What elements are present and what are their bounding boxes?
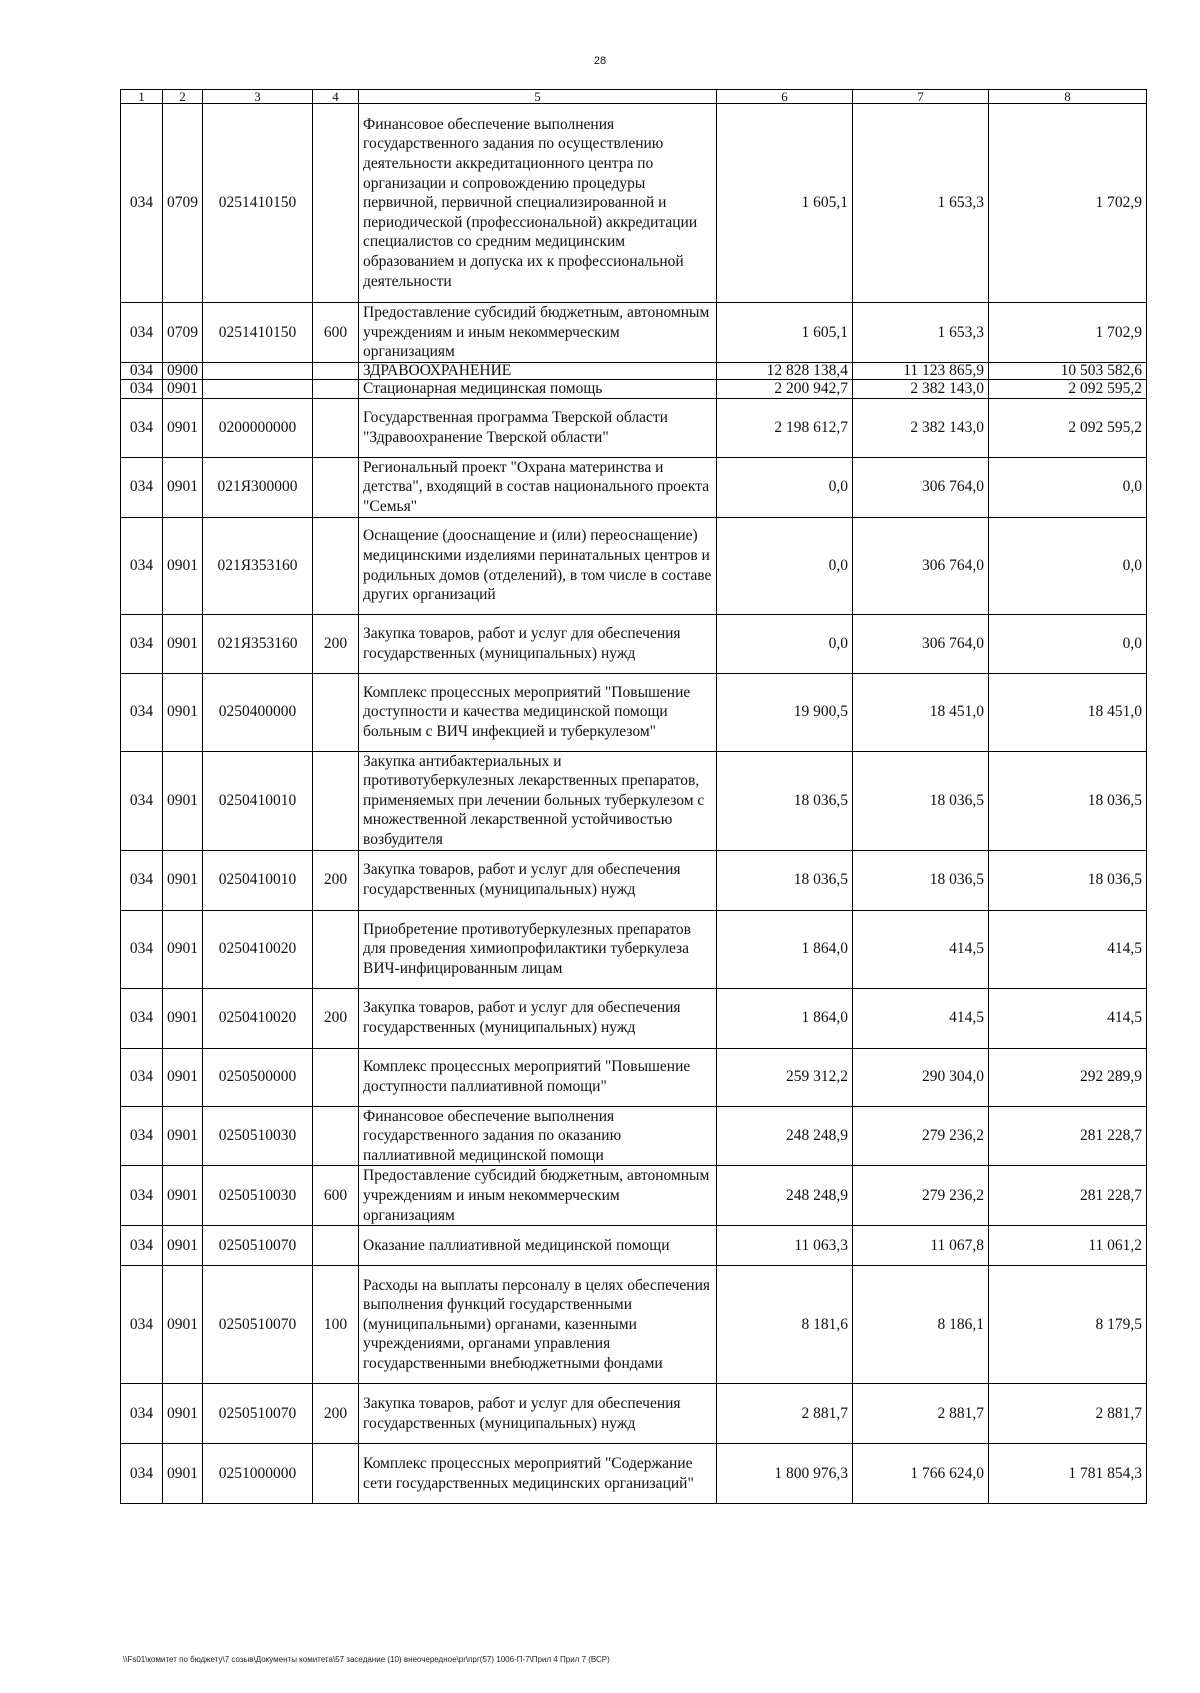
cell-section-code: 0901 [163,1226,203,1266]
cell-section-code: 0709 [163,303,203,363]
cell-section-code: 0900 [163,362,203,379]
cell-target-article: 0250410020 [203,910,313,988]
table-row [121,104,1147,303]
cell-expense-type: 600 [313,303,359,363]
column-header-4: 4 [313,90,359,104]
cell-amount-year-1: 18 036,5 [717,751,853,850]
cell-amount-year-1: 248 248,9 [717,1106,853,1166]
cell-expense-type [313,1226,359,1266]
cell-amount-year-3: 2 881,7 [989,1384,1147,1444]
cell-admin-code: 034 [121,379,163,398]
cell-amount-year-3: 18 036,5 [989,850,1147,910]
cell-expense-type [313,457,359,517]
budget-table [120,89,1147,1504]
cell-description: Государственная программа Тверской области "Здравоохранение Тверской области" [359,398,717,457]
cell-amount-year-3: 1 702,9 [989,104,1147,303]
cell-amount-year-2: 2 382 143,0 [853,379,989,398]
cell-target-article [203,362,313,379]
table-row [121,379,1147,398]
column-header-8: 8 [989,90,1147,104]
column-header-5: 5 [359,90,717,104]
cell-amount-year-2: 414,5 [853,910,989,988]
cell-amount-year-3: 10 503 582,6 [989,362,1147,379]
column-header-6: 6 [717,90,853,104]
cell-amount-year-2: 1 766 624,0 [853,1444,989,1504]
cell-amount-year-2: 18 036,5 [853,850,989,910]
cell-amount-year-2: 306 764,0 [853,614,989,673]
cell-description: Стационарная медицинская помощь [359,379,717,398]
cell-amount-year-1: 0,0 [717,517,853,614]
cell-admin-code: 034 [121,517,163,614]
cell-amount-year-1: 1 864,0 [717,910,853,988]
cell-target-article [203,379,313,398]
cell-amount-year-2: 1 653,3 [853,303,989,363]
cell-amount-year-1: 1 605,1 [717,303,853,363]
cell-amount-year-2: 306 764,0 [853,457,989,517]
cell-amount-year-3: 11 061,2 [989,1226,1147,1266]
cell-target-article: 0251000000 [203,1444,313,1504]
cell-section-code: 0901 [163,751,203,850]
table-row [121,303,1147,363]
cell-admin-code: 034 [121,104,163,303]
cell-target-article: 0250510030 [203,1106,313,1166]
cell-expense-type: 200 [313,850,359,910]
column-header-7: 7 [853,90,989,104]
cell-expense-type: 100 [313,1266,359,1384]
table-row [121,910,1147,988]
cell-target-article: 021Я353160 [203,517,313,614]
cell-section-code: 0901 [163,850,203,910]
cell-amount-year-2: 1 653,3 [853,104,989,303]
cell-description: ЗДРАВООХРАНЕНИЕ [359,362,717,379]
cell-amount-year-2: 279 236,2 [853,1106,989,1166]
cell-amount-year-1: 1 864,0 [717,988,853,1048]
cell-target-article: 0250510070 [203,1266,313,1384]
cell-section-code: 0901 [163,1384,203,1444]
cell-section-code: 0901 [163,988,203,1048]
cell-description: Предоставление субсидий бюджетным, автономным учреждениям и иным некоммерческим организациям [359,1166,717,1226]
cell-description: Комплекс процессных мероприятий "Содержание сети государственных медицинских организаций" [359,1444,717,1504]
cell-amount-year-1: 259 312,2 [717,1048,853,1106]
cell-admin-code: 034 [121,751,163,850]
cell-description: Предоставление субсидий бюджетным, автономным учреждениям и иным некоммерческим организациям [359,303,717,363]
cell-description: Закупка товаров, работ и услуг для обеспечения государственных (муниципальных) нужд [359,850,717,910]
cell-section-code: 0901 [163,910,203,988]
cell-description: Закупка товаров, работ и услуг для обеспечения государственных (муниципальных) нужд [359,1384,717,1444]
cell-description: Оснащение (дооснащение и (или) переоснащение) медицинскими изделиями перинатальных центров и родильных домов (отделений), в том числе в составе других организаций [359,517,717,614]
cell-amount-year-1: 2 198 612,7 [717,398,853,457]
table-row [121,1226,1147,1266]
cell-section-code: 0901 [163,1048,203,1106]
cell-target-article: 0250410010 [203,751,313,850]
cell-target-article: 0250510070 [203,1226,313,1266]
cell-amount-year-1: 0,0 [717,614,853,673]
cell-amount-year-3: 292 289,9 [989,1048,1147,1106]
cell-amount-year-3: 0,0 [989,517,1147,614]
column-header-3: 3 [203,90,313,104]
cell-expense-type [313,104,359,303]
cell-target-article: 0250410020 [203,988,313,1048]
cell-section-code: 0901 [163,673,203,751]
column-number-row [121,90,1147,104]
cell-amount-year-3: 281 228,7 [989,1166,1147,1226]
cell-section-code: 0901 [163,1106,203,1166]
cell-amount-year-1: 19 900,5 [717,673,853,751]
cell-amount-year-3: 0,0 [989,614,1147,673]
cell-expense-type: 200 [313,614,359,673]
table-row [121,1166,1147,1226]
cell-section-code: 0901 [163,1266,203,1384]
cell-amount-year-1: 12 828 138,4 [717,362,853,379]
cell-amount-year-3: 0,0 [989,457,1147,517]
cell-target-article: 0250510070 [203,1384,313,1444]
column-header-2: 2 [163,90,203,104]
cell-amount-year-3: 18 451,0 [989,673,1147,751]
cell-amount-year-1: 1 605,1 [717,104,853,303]
cell-section-code: 0901 [163,1166,203,1226]
cell-section-code: 0901 [163,457,203,517]
cell-admin-code: 034 [121,614,163,673]
table-row [121,1444,1147,1504]
table-row [121,1384,1147,1444]
cell-section-code: 0901 [163,379,203,398]
cell-target-article: 0250510030 [203,1166,313,1226]
cell-amount-year-3: 281 228,7 [989,1106,1147,1166]
cell-amount-year-2: 306 764,0 [853,517,989,614]
cell-amount-year-2: 2 881,7 [853,1384,989,1444]
cell-amount-year-2: 11 067,8 [853,1226,989,1266]
cell-expense-type [313,1106,359,1166]
cell-admin-code: 034 [121,673,163,751]
cell-target-article: 0250400000 [203,673,313,751]
cell-expense-type: 600 [313,1166,359,1226]
cell-section-code: 0901 [163,398,203,457]
cell-admin-code: 034 [121,1226,163,1266]
cell-amount-year-1: 11 063,3 [717,1226,853,1266]
cell-description: Комплекс процессных мероприятий "Повышение доступности паллиативной помощи" [359,1048,717,1106]
table-row [121,398,1147,457]
cell-amount-year-3: 1 781 854,3 [989,1444,1147,1504]
cell-description: Расходы на выплаты персоналу в целях обеспечения выполнения функций государственными (муниципальными) органами, казенными учреждениями, органами управления государственными внебюджетными фондами [359,1266,717,1384]
cell-admin-code: 034 [121,1266,163,1384]
cell-amount-year-3: 2 092 595,2 [989,379,1147,398]
page-number: 28 [593,55,607,67]
table-row [121,362,1147,379]
cell-expense-type [313,379,359,398]
cell-amount-year-3: 414,5 [989,910,1147,988]
cell-amount-year-2: 2 382 143,0 [853,398,989,457]
cell-target-article: 0200000000 [203,398,313,457]
cell-expense-type [313,1444,359,1504]
cell-admin-code: 034 [121,398,163,457]
cell-amount-year-2: 414,5 [853,988,989,1048]
cell-amount-year-2: 11 123 865,9 [853,362,989,379]
cell-target-article: 021Я353160 [203,614,313,673]
cell-amount-year-1: 248 248,9 [717,1166,853,1226]
table-row [121,1048,1147,1106]
cell-expense-type [313,1048,359,1106]
cell-expense-type: 200 [313,1384,359,1444]
cell-description: Приобретение противотуберкулезных препаратов для проведения химиопрофилактики туберкулеза ВИЧ-инфицированным лицам [359,910,717,988]
cell-description: Региональный проект "Охрана материнства и детства", входящий в состав национального проекта "Семья" [359,457,717,517]
cell-description: Закупка товаров, работ и услуг для обеспечения государственных (муниципальных) нужд [359,614,717,673]
cell-description: Финансовое обеспечение выполнения государственного задания по оказанию паллиативной медицинской помощи [359,1106,717,1166]
cell-amount-year-3: 414,5 [989,988,1147,1048]
cell-amount-year-2: 8 186,1 [853,1266,989,1384]
table-body [121,104,1147,1504]
cell-description: Оказание паллиативной медицинской помощи [359,1226,717,1266]
cell-admin-code: 034 [121,850,163,910]
cell-amount-year-1: 2 881,7 [717,1384,853,1444]
table-row [121,457,1147,517]
cell-amount-year-3: 2 092 595,2 [989,398,1147,457]
table-row [121,1266,1147,1384]
cell-amount-year-1: 1 800 976,3 [717,1444,853,1504]
cell-expense-type: 200 [313,988,359,1048]
table-row [121,751,1147,850]
table-row [121,850,1147,910]
cell-expense-type [313,910,359,988]
table-row [121,614,1147,673]
cell-admin-code: 034 [121,1048,163,1106]
cell-expense-type [313,398,359,457]
cell-amount-year-3: 8 179,5 [989,1266,1147,1384]
cell-amount-year-2: 279 236,2 [853,1166,989,1226]
cell-target-article: 0251410150 [203,104,313,303]
cell-amount-year-1: 18 036,5 [717,850,853,910]
cell-target-article: 021Я300000 [203,457,313,517]
cell-section-code: 0709 [163,104,203,303]
cell-description: Закупка товаров, работ и услуг для обеспечения государственных (муниципальных) нужд [359,988,717,1048]
table-row [121,517,1147,614]
cell-admin-code: 034 [121,988,163,1048]
cell-amount-year-2: 18 451,0 [853,673,989,751]
table-row [121,673,1147,751]
cell-amount-year-2: 18 036,5 [853,751,989,850]
cell-amount-year-1: 2 200 942,7 [717,379,853,398]
cell-target-article: 0250410010 [203,850,313,910]
cell-amount-year-1: 0,0 [717,457,853,517]
cell-target-article: 0250500000 [203,1048,313,1106]
cell-target-article: 0251410150 [203,303,313,363]
cell-section-code: 0901 [163,1444,203,1504]
cell-admin-code: 034 [121,1384,163,1444]
cell-description: Финансовое обеспечение выполнения государственного задания по осуществлению деятельности аккредитационного центра по организации и сопровождению процедуры первичной, первичной специализированной и периодической (профессиональной) аккредитации специалистов со средним медицинским образованием и допуска их к профессиональной деятельности [359,104,717,303]
cell-amount-year-3: 18 036,5 [989,751,1147,850]
cell-description: Комплекс процессных мероприятий "Повышение доступности и качества медицинской помощи больным с ВИЧ инфекцией и туберкулезом" [359,673,717,751]
cell-amount-year-3: 1 702,9 [989,303,1147,363]
cell-admin-code: 034 [121,1106,163,1166]
file-path-footer: \\Fs01\комитет по бюджету\7 созыв\Документы комитета\57 заседание (10) внеочередное\pr\прг(57) 1006-П-7\Прил 4 Прил 7 (ВСР) [123,1655,610,1664]
cell-admin-code: 034 [121,910,163,988]
cell-admin-code: 034 [121,303,163,363]
cell-expense-type [313,517,359,614]
cell-admin-code: 034 [121,457,163,517]
cell-section-code: 0901 [163,614,203,673]
cell-admin-code: 034 [121,362,163,379]
cell-expense-type [313,751,359,850]
cell-admin-code: 034 [121,1444,163,1504]
cell-amount-year-2: 290 304,0 [853,1048,989,1106]
cell-expense-type [313,673,359,751]
cell-admin-code: 034 [121,1166,163,1226]
table-row [121,1106,1147,1166]
cell-amount-year-1: 8 181,6 [717,1266,853,1384]
cell-expense-type [313,362,359,379]
cell-section-code: 0901 [163,517,203,614]
column-header-1: 1 [121,90,163,104]
cell-description: Закупка антибактериальных и противотуберкулезных лекарственных препаратов, применяемых при лечении больных туберкулезом с множественной лекарственной устойчивостью возбудителя [359,751,717,850]
table-row [121,988,1147,1048]
